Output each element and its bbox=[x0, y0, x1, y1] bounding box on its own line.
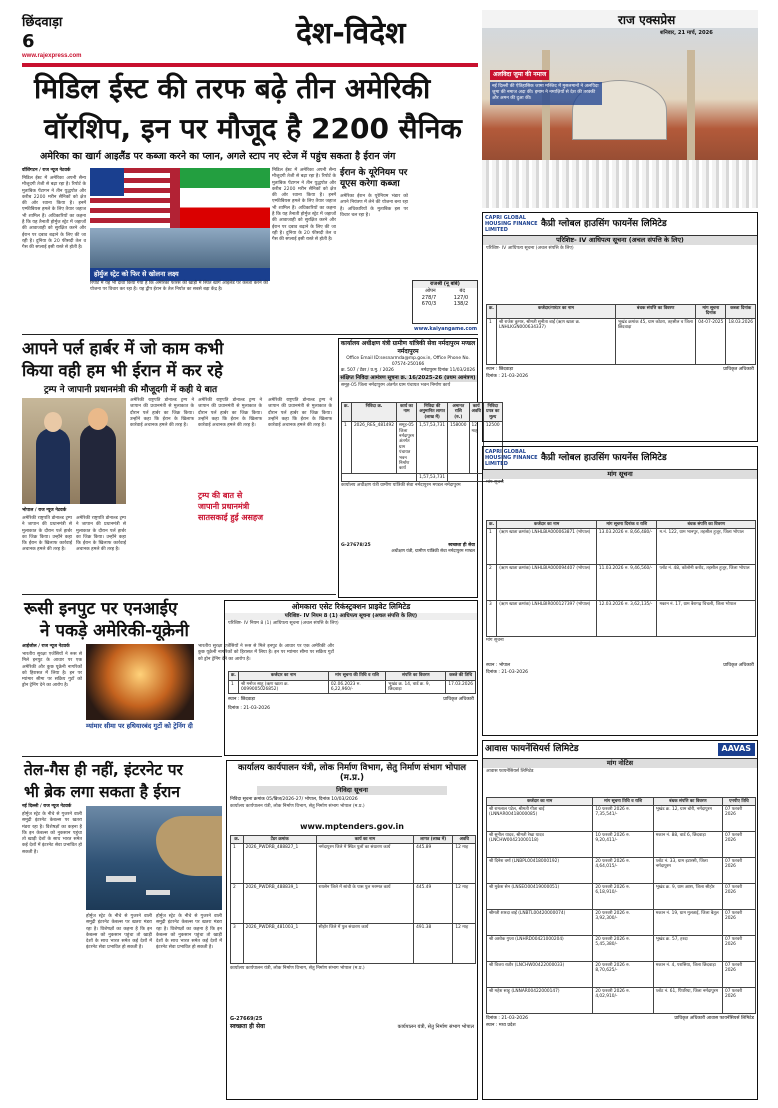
th: निविदा प्रपत्र का मूल्य bbox=[483, 402, 502, 421]
lead-body-2: रिपोर्ट में यह भी दावा किया गया है कि अमेरिका फारस की खाड़ी में स्थित खार्ग आइलैंड पर कब्जा करने की योजना पर विचार कर रहा है। यह द्वीप ईरान के तेल निर्यात का सबसे बड़ा केंद्र है। bbox=[90, 281, 268, 293]
aavas-table bbox=[486, 797, 756, 1014]
td: 2026_PWDRB_488839_1 bbox=[243, 884, 316, 924]
capri1-header bbox=[483, 213, 757, 236]
story2-headline-2: किया वही हम भी ईरान में कर रहे bbox=[22, 361, 223, 380]
minaret-right bbox=[687, 50, 695, 160]
td: 1,57,53,731 bbox=[417, 473, 448, 481]
td: 17.03.2026 bbox=[446, 680, 476, 694]
story2-subhead: ट्रम्प ने जापानी प्रधानमंत्री की मौजूदगी में कही ये बात bbox=[44, 385, 218, 395]
lead-body-3: मिडिल ईस्ट में अमेरिका अपनी सैन्य मौजूदगी तेजी से बढ़ा रहा है। रिपोर्ट के मुताबिक पेंटागन ने तीन युद्धपोत और करीब 2200 मरीन सैनिकों को क्षेत्र की ओर रवाना किया है। इनमें एम्फीबियस हमले के लिए तैयार जहाज भी शामिल हैं। अधिकारियों का कहना है कि यह तैनाती होर्मुज स्ट्रेट में जहाजों की आवाजाही को सुरक्षित करने और ईरान पर दबाव बढ़ाने के लिए की जा रही है। दुनिया के 20 फीसदी तेल व गैस की सप्लाई इसी रास्ते से होती है। bbox=[272, 168, 336, 243]
th: कर्जदार का नाम bbox=[487, 797, 593, 805]
capri2-header bbox=[483, 447, 757, 470]
tender2-code: G-27669/25 bbox=[230, 1016, 263, 1023]
side-headline: ईरान के यूरेनियम पर यूएस करेगा कब्जा bbox=[340, 168, 408, 189]
aavas-header bbox=[483, 741, 757, 759]
td: 2026_PWDRB_481003_1 bbox=[243, 924, 316, 964]
aavas-row-6 bbox=[487, 961, 756, 987]
th: कार्य का नाम bbox=[397, 402, 417, 421]
aavas-box bbox=[482, 740, 758, 1100]
aavas-logo: AAVAS bbox=[718, 743, 755, 756]
th: कर्जदार/गारंटर का नाम bbox=[496, 304, 615, 318]
story4-byline: नई दिल्ली / राज न्यूज नेटवर्क bbox=[22, 804, 72, 809]
capri2-table bbox=[486, 520, 756, 637]
tender2-slogan: स्वच्छता ही सेवा bbox=[230, 1022, 265, 1030]
tender1-contact: Office Email ID:sesnarmda@mp.gov.in, Office Phone No. 07574-250166 bbox=[346, 356, 470, 367]
td: 1 bbox=[342, 422, 352, 474]
td: श्री रामलाल पटेल, श्रीमती गीता बाई (LNNAR00418000085) bbox=[487, 805, 593, 831]
us-flag-canton bbox=[90, 168, 124, 196]
td bbox=[342, 473, 417, 481]
th: टेंडर क्रमांक bbox=[243, 835, 316, 843]
lottery-row-1 bbox=[413, 295, 477, 302]
th: कार्य अवधि bbox=[469, 402, 483, 421]
td: 1 bbox=[231, 844, 244, 884]
td: 20 फरवरी 2026 रु. 8,70,625/- bbox=[593, 961, 653, 987]
tender2-header-row bbox=[231, 835, 476, 843]
capri2-row-2 bbox=[487, 601, 756, 637]
th: क्र. bbox=[229, 672, 239, 680]
th: क्र. bbox=[487, 304, 497, 318]
minaret-left bbox=[542, 50, 550, 160]
lottery-cell: 670/3 bbox=[421, 301, 437, 308]
story2-body-1: अमेरिकी राष्ट्रपति डोनाल्ड ट्रम्प ने जापान की प्रधानमंत्री से मुलाकात के दौरान पर्ल हार्बर का जिक्र किया। उन्होंने कहा कि ईरान के खिलाफ कार्रवाई अचानक हमले की तरह है। bbox=[22, 516, 72, 553]
capri1-row bbox=[487, 318, 756, 364]
tender2-table bbox=[230, 835, 476, 964]
td: प्लॉट नं. 61, पिपरिया, जिला नर्मदापुरम bbox=[653, 987, 722, 1013]
lottery-cell: बंद bbox=[459, 287, 466, 294]
td: 07 फरवरी 2026 bbox=[722, 909, 755, 935]
td: म.नं. 122, ग्राम भानपुर, तहसील हुजूर, जिला भोपाल bbox=[657, 529, 756, 565]
td: 3 bbox=[487, 601, 497, 637]
omkara-table bbox=[228, 671, 476, 694]
th: बंधक संपत्ति का विवरण bbox=[657, 520, 756, 528]
tender2-officer: कार्यपालन यंत्री, सेतु निर्माण संभाग भोपाल bbox=[397, 1024, 474, 1031]
tender1-notes: कार्यालय अधीक्षण यंत्री ग्रामीण यांत्रिकी सेवा नर्मदापुरम मण्डल नर्मदापुरम bbox=[341, 483, 461, 489]
face-right bbox=[88, 408, 108, 430]
capri2-place: स्थान : भोपाल bbox=[486, 663, 511, 669]
td: 2 bbox=[487, 565, 497, 601]
td: (ऋण खाता क्रमांक) LNHLBIA000094407 (भोपाल) bbox=[497, 565, 597, 601]
td: 12 माह bbox=[453, 884, 476, 924]
issue-date: शनिवार, 21 मार्च, 2026 bbox=[660, 30, 713, 36]
td: 12500 bbox=[483, 422, 502, 474]
td: 12.03.2026 रु. 3,62,135/- bbox=[596, 601, 657, 637]
flag-photo-caption: होर्मुज स्ट्रेट को फिर से खोलना लक्ष्य bbox=[90, 268, 270, 281]
td: 1 bbox=[487, 529, 497, 565]
tender1-officer: अधीक्षण यंत्री, ग्रामीण यांत्रिकी सेवा नर्मदापुरम मण्डल bbox=[391, 549, 475, 555]
tender2-row-1 bbox=[231, 884, 476, 924]
tender2-row-0 bbox=[231, 844, 476, 884]
story3-headline-1: रूसी इनपुट पर एनआईए bbox=[24, 599, 178, 619]
aavas-row-5 bbox=[487, 935, 756, 961]
td: 491.38 bbox=[414, 924, 453, 964]
capri2-header-row bbox=[487, 520, 756, 528]
td: मकान नं. 19, ग्राम मुलताई, जिला बैतूल bbox=[653, 909, 722, 935]
story2-body-4: अमेरिकी राष्ट्रपति डोनाल्ड ट्रम्प ने जापान की प्रधानमंत्री से मुलाकात के दौरान पर्ल हार्बर का जिक्र किया। उन्होंने कहा कि ईरान के खिलाफ कार्रवाई अचानक हमले की तरह है। bbox=[198, 398, 262, 429]
capri2-row-0 bbox=[487, 529, 756, 565]
td: 11.03.2026 रु. 9,46,560/- bbox=[596, 565, 657, 601]
lottery-cell: 138/2 bbox=[453, 301, 469, 308]
person-right bbox=[80, 424, 116, 504]
mosque-photo bbox=[482, 10, 758, 208]
aavas-sign: प्राधिकृत अधिकारी आवास फायनेंसियर्स लिमिटेड bbox=[674, 1015, 754, 1021]
tender1-ref: क्र. 507 / टेंडर / प्र.मु. / 2026 bbox=[341, 367, 394, 373]
story4-headline-2: भी ब्रेक लगा सकता है ईरान bbox=[24, 783, 180, 801]
lead-headline-2: वॉरशिप, इन पर मौजूद है 2200 सैनिक bbox=[44, 112, 462, 145]
story4-headline-1: तेल-गैस ही नहीं, इंटरनेट पर bbox=[24, 761, 183, 779]
tender2-intro: कार्यालय कार्यपालन यंत्री, लोक निर्माण विभाग, सेतु निर्माण संभाग भोपाल (म.प्र.) bbox=[230, 803, 365, 809]
th: कर्जदार का नाम bbox=[238, 672, 328, 680]
story3-caption: म्यांमार सीमा पर हथियारबंद गुटों को ट्रेनिंग दी bbox=[86, 722, 193, 730]
aavas-body: आवास फायनेंसियर्स लिमिटेड bbox=[486, 768, 534, 774]
story2-body-2: अमेरिकी राष्ट्रपति डोनाल्ड ट्रम्प ने जापान की प्रधानमंत्री से मुलाकात के दौरान पर्ल हार्बर का जिक्र किया। उन्होंने कहा कि ईरान के खिलाफ कार्रवाई अचानक हमले की तरह है। bbox=[76, 516, 126, 553]
th: मांग सूचना की तिथि व राशि bbox=[328, 672, 385, 680]
lottery-row-0 bbox=[413, 288, 477, 295]
th: कब्जे की तिथि bbox=[446, 672, 476, 680]
th: संपत्ति का विवरण bbox=[386, 672, 446, 680]
coastline bbox=[156, 816, 222, 876]
aavas-row-2 bbox=[487, 857, 756, 883]
td: 20 फरवरी 2026 रु. 5,45,380/- bbox=[593, 935, 653, 961]
th: अमानत राशि (रु.) bbox=[448, 402, 469, 421]
soldiers-photo bbox=[86, 644, 194, 720]
td: 445.89 bbox=[414, 844, 453, 884]
td: श्री राजेश कुमार, श्रीमती सुनीता बाई (ऋण खाता क्र. LNHLKGN000634337) bbox=[496, 318, 615, 364]
omkara-footer bbox=[225, 695, 477, 705]
capri2-logo: CAPRI GLOBAL HOUSING FINANCE LIMITED bbox=[485, 449, 538, 467]
td: (ऋण खाता क्रमांक) LNHLBIA000063871 (भोपाल) bbox=[497, 529, 597, 565]
td: 1 bbox=[487, 318, 497, 364]
ship-1 bbox=[106, 876, 136, 882]
tender1-intro: समूह-05 जिला नर्मदापुरम अंतर्गत ग्राम पंचायत भवन निर्माण कार्य bbox=[341, 382, 451, 388]
td: प्लॉट नं. 48, कॉलोनी करोंद, तहसील हुजूर, जिला भोपाल bbox=[657, 565, 756, 601]
th: मांग सूचना तिथि व राशि bbox=[593, 797, 653, 805]
lead-headline-1: मिडिल ईस्ट की तरफ बढ़े तीन अमेरिकी bbox=[34, 72, 431, 105]
tender2-box bbox=[226, 760, 478, 1100]
capri1-logo: CAPRI GLOBAL HOUSING FINANCE LIMITED bbox=[485, 215, 538, 233]
th: एनपीए तिथि bbox=[722, 797, 755, 805]
tender1-refline bbox=[339, 368, 477, 374]
person-left bbox=[36, 428, 70, 504]
td: मकान नं. 88, वार्ड 6, छिंदवाड़ा bbox=[653, 831, 722, 857]
omkara-body: परिशिष्ट- IV नियम 8 (1) आधिपत्य सूचना (अचल संपत्ति के लिए) bbox=[228, 621, 339, 627]
aavas-place: स्थान : मध्य प्रदेश bbox=[486, 1023, 516, 1029]
omkara-name: ओमकारा एसेट रिकंस्ट्रक्शन प्राइवेट लिमिटेड bbox=[291, 602, 411, 611]
omkara-title: परिशिष्ट- IV नियम 8 (1) आधिपत्य सूचना (अचल संपत्ति के लिए) bbox=[225, 613, 477, 620]
tender1-slogan: स्वच्छता ही सेवा bbox=[448, 543, 475, 549]
tender2-row-2 bbox=[231, 924, 476, 964]
td: नर्मदापुरम जिले में स्थित पुलों का संधारण कार्य bbox=[316, 844, 414, 884]
lottery-url[interactable]: www.kaiyangame.com bbox=[414, 326, 478, 332]
capri1-place: स्थान : छिंदवाड़ा bbox=[486, 366, 514, 372]
story3-headline-2: ने पकड़े अमेरिकी-यूक्रेनी bbox=[40, 621, 189, 641]
capri1-body: परिशिष्ट- IV आधिपत्य सूचना (अचल संपत्ति के लिए) bbox=[486, 245, 574, 251]
aavas-date: दिनांक : 21-03-2026 bbox=[486, 1015, 529, 1021]
td: श्री मुकेश सेन (LNSEO00419000051) bbox=[487, 883, 593, 909]
td: 20 फरवरी 2026 रु. 3,92,300/- bbox=[593, 909, 653, 935]
td: श्रीमती शारदा बाई (LNBTL00420000074) bbox=[487, 909, 593, 935]
divider-3 bbox=[22, 756, 222, 757]
th: लागत (लाख में) bbox=[414, 835, 453, 843]
iran-flag bbox=[180, 168, 270, 228]
td: 13.03.2026 रु. 8,66,480/- bbox=[596, 529, 657, 565]
td: 2026_PWDRB_488827_1 bbox=[243, 844, 316, 884]
crowd bbox=[482, 160, 758, 208]
td: 12 माह bbox=[469, 422, 483, 474]
td: 445.49 bbox=[414, 884, 453, 924]
photo-caption: नई दिल्ली की ऐतिहासिक जामा मस्जिद में मुसलमानों ने अलविदा जुमा की नमाज अदा की। इमाम ने नमाज़ियों से देश की तरक्की और अमन की दुआ की। bbox=[490, 82, 602, 105]
lottery-cell: 278/7 bbox=[421, 294, 437, 301]
capri2-name: कैप्री ग्लोबल हाउसिंग फायनेंस लिमिटेड bbox=[541, 452, 667, 463]
th: क्र. bbox=[342, 402, 352, 421]
th: अवधि bbox=[453, 835, 476, 843]
photo-tag: अलविदा जुमा की नमाज bbox=[490, 70, 549, 80]
capri1-name: कैप्री ग्लोबल हाउसिंग फायनेंस लिमिटेड bbox=[541, 218, 667, 229]
tender2-footer bbox=[227, 1016, 477, 1031]
th: निविदा की अनुमानित लागत (लाख में) bbox=[417, 402, 448, 421]
story3-byline: आईजोल / राज न्यूज नेटवर्क bbox=[22, 644, 70, 649]
th: मांग सूचना दिनांक व राशि bbox=[596, 520, 657, 528]
aavas-header-row bbox=[487, 797, 756, 805]
story4-body-3: होर्मुज स्ट्रेट के नीचे से गुजरने वाली समुद्री इंटरनेट केबल्स पर खतरा मंडरा रहा है। विशेषज्ञों का कहना है कि इन केबल्स को नुकसान पहुंचा तो खाड़ी देशों के साथ भारत समेत कई देशों में इंटरनेट सेवा प्रभावित हो सकती है। bbox=[156, 914, 222, 951]
aavas-row-0 bbox=[487, 805, 756, 831]
td: भूखंड क्र. 57, हरदा bbox=[653, 935, 722, 961]
th: कर्जदार का नाम bbox=[497, 520, 597, 528]
td: 18.03.2026 bbox=[726, 318, 756, 364]
story3-body-2: भारतीय सुरक्षा एजेंसियों ने रूस से मिले इनपुट के आधार पर एक अमेरिकी और कुछ यूक्रेनी नागरिकों को हिरासत में लिया है। इन पर म्यांमार सीमा पर सक्रिय गुटों को ड्रोन ट्रेनिंग देने का आरोप है। bbox=[198, 644, 334, 662]
td: 1 bbox=[229, 680, 239, 694]
story4-body-1: होर्मुज स्ट्रेट के नीचे से गुजरने वाली समुद्री इंटरनेट केबल्स पर खतरा मंडरा रहा है। विशेषज्ञों का कहना है कि इन केबल्स को नुकसान पहुंचा तो खाड़ी देशों के साथ भारत समेत कई देशों में इंटरनेट सेवा प्रभावित हो सकती है। bbox=[22, 812, 82, 855]
td: सीहोर जिले में पुल संधारण कार्य bbox=[316, 924, 414, 964]
brand-name: राज एक्सप्रेस bbox=[618, 13, 676, 27]
aavas-footer bbox=[483, 1015, 757, 1023]
story2-body-3: अमेरिकी राष्ट्रपति डोनाल्ड ट्रम्प ने जापान की प्रधानमंत्री से मुलाकात के दौरान पर्ल हार्बर का जिक्र किया। उन्होंने कहा कि ईरान के खिलाफ कार्रवाई अचानक हमले की तरह है। bbox=[130, 398, 194, 429]
aavas-title: मांग नोटिस bbox=[483, 759, 757, 768]
tender1-table bbox=[341, 402, 503, 482]
capri2-box bbox=[482, 446, 758, 736]
td: 07 फरवरी 2026 bbox=[722, 831, 755, 857]
td: रायसेन जिले में सांची के पास पुल मरम्मत कार्य bbox=[316, 884, 414, 924]
td: 12 माह bbox=[453, 844, 476, 884]
th: निविदा क्र. bbox=[351, 402, 396, 421]
capri2-body: मांग सूचना bbox=[486, 479, 504, 485]
capri1-box bbox=[482, 212, 758, 442]
th: बंधक संपत्ति का विवरण bbox=[616, 304, 696, 318]
td: 07 फरवरी 2026 bbox=[722, 935, 755, 961]
tender1-code: G-27678/25 bbox=[341, 543, 371, 549]
capri1-table bbox=[486, 304, 756, 365]
masthead-rule bbox=[22, 63, 478, 67]
td: 10 फरवरी 2026 रु. 7,35,541/- bbox=[593, 805, 653, 831]
tender2-title: निविदा सूचना bbox=[257, 786, 447, 795]
tender2-url[interactable]: www.mptenders.gov.in bbox=[300, 821, 404, 831]
lottery-cell: ओपन bbox=[424, 287, 436, 294]
td: 12 माह bbox=[453, 924, 476, 964]
capri1-footer bbox=[483, 366, 757, 374]
td: श्री महेश साहू (LNNAR00422000147) bbox=[487, 987, 593, 1013]
td: भूखंड क्रमांक 45, ग्राम कोटरा, तहसील व जिला छिंदवाड़ा bbox=[616, 318, 696, 364]
tender2-dept: कार्यालय कार्यपालन यंत्री, लोक निर्माण विभाग, सेतु निर्माण संभाग भोपाल (म.प्र.) bbox=[238, 763, 466, 783]
td: 07 फरवरी 2026 bbox=[722, 857, 755, 883]
td: श्री सुनील यादव, श्रीमती रेखा यादव (LNCHW00421000118) bbox=[487, 831, 593, 857]
omkara-place: स्थान : छिंदवाड़ा bbox=[228, 697, 256, 703]
td: प्लॉट नं. 33, ग्राम इटारसी, जिला नर्मदापुरम bbox=[653, 857, 722, 883]
city-name: छिंदवाड़ा bbox=[22, 15, 63, 30]
aavas-row-1 bbox=[487, 831, 756, 857]
capri1-sign: प्राधिकृत अधिकारी bbox=[723, 366, 754, 372]
td: 07 फरवरी 2026 bbox=[722, 883, 755, 909]
tender2-ref: निविदा सूचना क्रमांक 05/ब्रिज/2026-27/ भोपाल, दिनांक 10/03/2026 bbox=[230, 796, 358, 802]
divider-1 bbox=[22, 334, 478, 335]
omkara-box bbox=[224, 600, 478, 756]
td: श्री दिनेश वर्मा (LNBPL00418000192) bbox=[487, 857, 593, 883]
flag-photo bbox=[90, 168, 270, 268]
lead-byline: वॉशिंगटन / राज न्यूज नेटवर्क bbox=[22, 168, 71, 173]
td: 07 फरवरी 2026 bbox=[722, 987, 755, 1013]
td: 3 bbox=[231, 924, 244, 964]
story2-headline-1: आपने पर्ल हार्बर में जो काम कभी bbox=[22, 339, 224, 358]
capri1-title: परिशिष्ट- IV आधिपत्य सूचना (अचल संपत्ति के लिए) bbox=[483, 236, 757, 245]
th: क्र. bbox=[487, 520, 497, 528]
capri2-date: दिनांक : 21-03-2026 bbox=[486, 670, 529, 676]
story2-byline: भोपाल / राज न्यूज नेटवर्क bbox=[22, 508, 67, 513]
lottery-row-2 bbox=[413, 301, 477, 308]
section-title: देश-विदेश bbox=[296, 16, 406, 51]
capri2-sign: प्राधिकृत अधिकारी bbox=[723, 663, 754, 669]
lottery-box bbox=[412, 280, 478, 324]
omkara-date: दिनांक : 21-03-2026 bbox=[228, 705, 271, 711]
story3-body-1: भारतीय सुरक्षा एजेंसियों ने रूस से मिले इनपुट के आधार पर एक अमेरिकी और कुछ यूक्रेनी नागरिकों को हिरासत में लिया है। इन पर म्यांमार सीमा पर सक्रिय गुटों को ड्रोन ट्रेनिंग देने का आरोप है। bbox=[22, 652, 82, 689]
capri1-header-row bbox=[487, 304, 756, 318]
tender2-footer-left bbox=[230, 1016, 265, 1031]
td: 1,57,53,731 bbox=[417, 422, 448, 474]
td: (ऋण खाता क्रमांक) LNHLBIR000127397 (भोपाल) bbox=[497, 601, 597, 637]
td: श्री अशोक गुप्ता (LNHRD00421000204) bbox=[487, 935, 593, 961]
omkara-row bbox=[229, 680, 476, 694]
sea bbox=[90, 228, 270, 268]
lottery-cell: 127/0 bbox=[453, 294, 469, 301]
face-left bbox=[44, 412, 62, 432]
td: 10 फरवरी 2026 रु. 9,20,411/- bbox=[593, 831, 653, 857]
td: मकान नं. 4, परासिया, जिला छिंदवाड़ा bbox=[653, 961, 722, 987]
td: 2 bbox=[231, 884, 244, 924]
td: मकान नं. 17, ग्राम बैरागढ़ चिचली, जिला भोपाल bbox=[657, 601, 756, 637]
trump-photo bbox=[22, 398, 126, 504]
capri2-notes: मांग सूचना bbox=[486, 638, 504, 644]
th: क्र. bbox=[231, 835, 244, 843]
ships-photo bbox=[86, 806, 222, 910]
td: श्री मनोज साहू (ऋण खाता क्र. 0099005026852) bbox=[238, 680, 328, 694]
divider-2 bbox=[22, 594, 336, 595]
td: श्री विजय राठौर (LNCHW00422000033) bbox=[487, 961, 593, 987]
tender2-notes: कार्यालय कार्यपालन यंत्री, लोक निर्माण विभाग, सेतु निर्माण संभाग भोपाल (म.प्र.) bbox=[230, 966, 365, 972]
aavas-row-3 bbox=[487, 883, 756, 909]
tender1-dept: कार्यालय अधीक्षण यंत्री ग्रामीण यांत्रिकी सेवा नर्मदापुरम मण्डल नर्मदापुरम bbox=[340, 340, 476, 355]
aavas-name: आवास फायनेंसियर्स लिमिटेड bbox=[485, 744, 579, 755]
ship-2 bbox=[146, 890, 170, 895]
td: समूह-05 जिला नर्मदापुरम अंतर्गत ग्राम पंचायत भवन निर्माण कार्य bbox=[397, 422, 417, 474]
tender1-total-row bbox=[342, 473, 503, 481]
td: भूखंड क्र. 12, ग्राम बोरी, नर्मदापुरम bbox=[653, 805, 722, 831]
td: 20 फरवरी 2026 रु. 6,18,910/- bbox=[593, 883, 653, 909]
omkara-header-row bbox=[229, 672, 476, 680]
lead-body: मिडिल ईस्ट में अमेरिका अपनी सैन्य मौजूदगी तेजी से बढ़ा रहा है। रिपोर्ट के मुताबिक पेंटागन ने तीन युद्धपोत और करीब 2200 मरीन सैनिकों को क्षेत्र की ओर रवाना किया है। इनमें एम्फीबियस हमले के लिए तैयार जहाज भी शामिल हैं। अधिकारियों का कहना है कि यह तैनाती होर्मुज स्ट्रेट में जहाजों की आवाजाही को सुरक्षित करने और ईरान पर दबाव बढ़ाने के लिए की जा रही है। दुनिया के 20 फीसदी तेल व गैस की सप्लाई इसी रास्ते से होती है। bbox=[22, 176, 86, 251]
th: कार्य का नाम bbox=[316, 835, 414, 843]
td: भूखंड क्र. 14, वार्ड क्र. 9, छिंदवाड़ा bbox=[386, 680, 446, 694]
td: 02.06.2023 रु. 6,22,960/- bbox=[328, 680, 385, 694]
td: भूखंड क्र. 9, ग्राम आष्टा, जिला सीहोर bbox=[653, 883, 722, 909]
td: 04-07-2025 bbox=[696, 318, 726, 364]
capri2-row-1 bbox=[487, 565, 756, 601]
lottery-title: राजश्री (नू बांबे) bbox=[413, 281, 477, 288]
tender1-title: संक्षिप्त निविदा आमंत्रण सूचना क्र. 16/2025-26 (प्रथम आमंत्रण) bbox=[340, 374, 476, 381]
story4-body-2: होर्मुज स्ट्रेट के नीचे से गुजरने वाली समुद्री इंटरनेट केबल्स पर खतरा मंडरा रहा है। विशेषज्ञों का कहना है कि इन केबल्स को नुकसान पहुंचा तो खाड़ी देशों के साथ भारत समेत कई देशों में इंटरनेट सेवा प्रभावित हो सकती है। bbox=[86, 914, 152, 951]
td: 07 फरवरी 2026 bbox=[722, 961, 755, 987]
capri1-date: दिनांक : 21-03-2026 bbox=[486, 373, 529, 379]
th: बंधक संपत्ति का विवरण bbox=[653, 797, 722, 805]
td: 2026_RES_481492 bbox=[351, 422, 396, 474]
tender1-header-row bbox=[342, 402, 503, 421]
page-number: 6 bbox=[22, 31, 35, 52]
td: 158000 bbox=[448, 422, 469, 474]
story2-body-5: अमेरिकी राष्ट्रपति डोनाल्ड ट्रम्प ने जापान की प्रधानमंत्री से मुलाकात के दौरान पर्ल हार्बर का जिक्र किया। उन्होंने कहा कि ईरान के खिलाफ कार्रवाई अचानक हमले की तरह है। bbox=[268, 398, 332, 429]
capri2-title: मांग सूचना bbox=[483, 470, 757, 479]
tender1-row bbox=[342, 422, 503, 474]
aavas-row-7 bbox=[487, 987, 756, 1013]
th: कब्जा दिनांक bbox=[726, 304, 756, 318]
story2-quote: ट्रम्प की बात से जापानी प्रधानमंत्री सातसकाई हुई असहज bbox=[198, 491, 264, 522]
side-body: अमेरिका ईरान के यूरेनियम भंडार को अपने नियंत्रण में लेने की योजना बना रहा है। अधिकारियों के मुताबिक इस पर विचार चल रहा है। bbox=[340, 194, 408, 218]
td: 20 फरवरी 2026 रु. 4,02,910/- bbox=[593, 987, 653, 1013]
td: 20 फरवरी 2026 रु. 4,64,015/- bbox=[593, 857, 653, 883]
lead-subhead: अमेरिका का खार्ग आइलैंड पर कब्जा करने का प्लान, अगले स्टाप नए स्टेज में पहुंच सकता है ईरान जंग bbox=[40, 151, 396, 162]
tender1-date: नर्मदापुरम दिनांक 11/03/2026 bbox=[421, 367, 475, 373]
site-url[interactable]: www.rajexpress.com bbox=[22, 53, 82, 59]
aavas-row-4 bbox=[487, 909, 756, 935]
td: 07 फरवरी 2026 bbox=[722, 805, 755, 831]
th: मांग सूचना दिनांक bbox=[696, 304, 726, 318]
omkara-sign: प्राधिकृत अधिकारी bbox=[443, 697, 474, 703]
